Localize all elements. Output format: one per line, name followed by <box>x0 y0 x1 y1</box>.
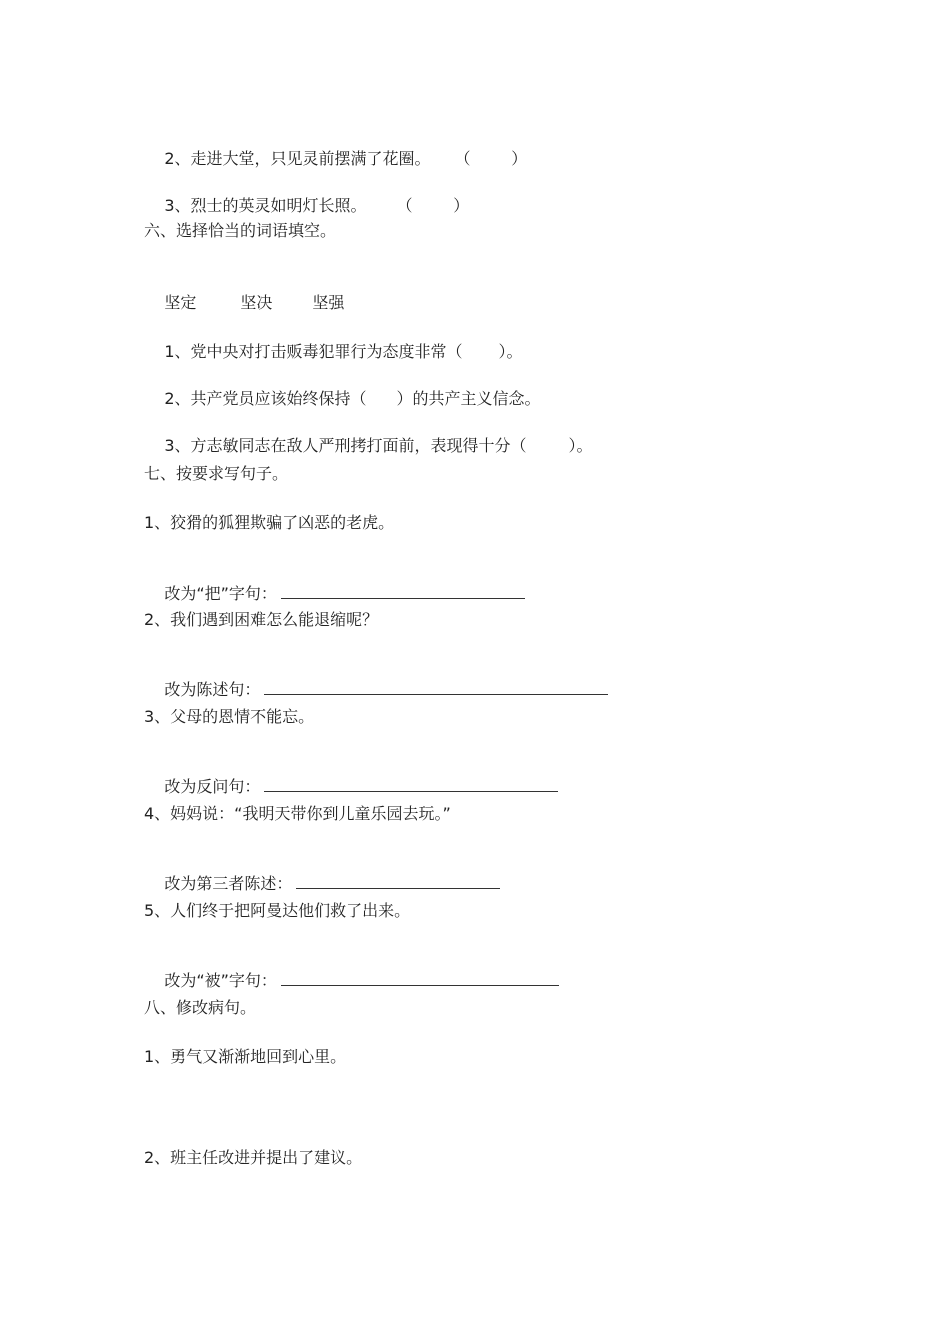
question-7-4: 4、妈妈说：“我明天带你到儿童乐园去玩。” <box>144 804 451 823</box>
rewrite-prompt: 改为陈述句： <box>164 680 261 699</box>
section-7-title: 七、按要求写句子。 <box>144 464 289 483</box>
question-text-end: ）的共产主义信念。 <box>396 389 541 408</box>
section-8-title: 八、修改病句。 <box>144 998 257 1017</box>
answer-blank[interactable] <box>296 872 500 889</box>
question-7-1: 1、狡猾的狐狸欺骗了凶恶的老虎。 <box>144 513 395 532</box>
answer-parentheses: （ ） <box>454 149 528 168</box>
question-text: 1、党中央对打击贩毒犯罪行为态度非常（ <box>164 342 463 361</box>
rewrite-prompt: 改为第三者陈述： <box>164 874 293 893</box>
question-text-end: ）。 <box>568 436 593 455</box>
answer-blank[interactable] <box>281 582 525 599</box>
word-choice: 坚定 <box>164 293 197 312</box>
question-7-2: 2、我们遇到困难怎么能退缩呢？ <box>144 610 379 629</box>
question-text: 3、方志敏同志在敌人严刑拷打面前，表现得十分（ <box>164 436 527 455</box>
rewrite-prompt: 改为“被”字句： <box>164 971 277 990</box>
rewrite-prompt: 改为反问句： <box>164 777 261 796</box>
question-text: 2、共产党员应该始终保持（ <box>164 389 367 408</box>
question-text: 3、烈士的英灵如明灯长照。 <box>164 196 367 215</box>
section-6-title: 六、选择恰当的词语填空。 <box>144 221 337 240</box>
word-choice: 坚决 <box>240 293 273 312</box>
question-text-end: ）。 <box>498 342 523 361</box>
question-8-2: 2、班主任改进并提出了建议。 <box>144 1148 363 1167</box>
question-text: 2、走进大堂，只见灵前摆满了花圈。 <box>164 149 431 168</box>
rewrite-prompt: 改为“把”字句： <box>164 584 277 603</box>
answer-blank[interactable] <box>264 775 558 792</box>
answer-blank[interactable] <box>281 969 559 986</box>
answer-blank[interactable] <box>264 678 608 695</box>
answer-parentheses: （ ） <box>396 196 470 215</box>
question-8-1: 1、勇气又渐渐地回到心里。 <box>144 1047 347 1066</box>
word-choice: 坚强 <box>312 293 345 312</box>
question-7-3: 3、父母的恩情不能忘。 <box>144 707 315 726</box>
question-7-5: 5、人们终于把阿曼达他们救了出来。 <box>144 901 411 920</box>
